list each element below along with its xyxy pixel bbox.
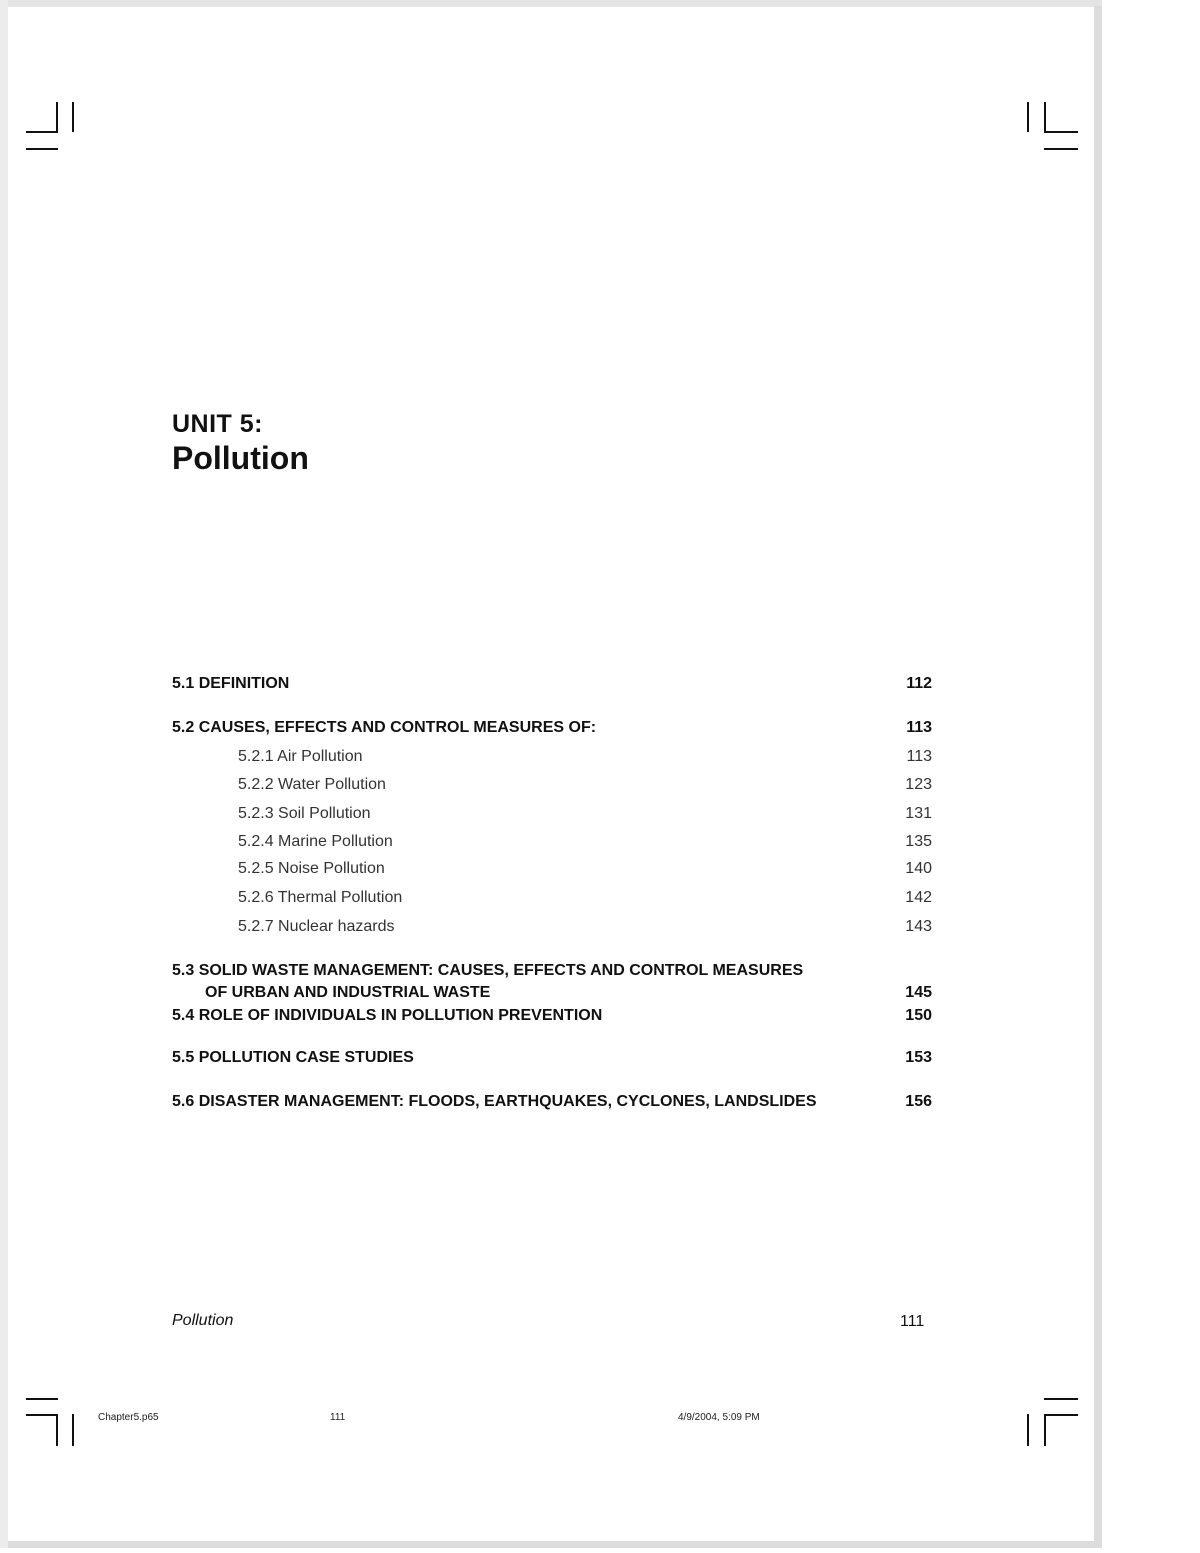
- toc-entry-5-2-3[interactable]: [172, 802, 932, 826]
- toc-entry-page: 142: [905, 889, 932, 906]
- toc-entry-label: 5.2.6 Thermal Pollution: [238, 889, 403, 906]
- toc-entry-5-2-2[interactable]: [172, 773, 932, 797]
- toc-entry-page: 156: [905, 1093, 932, 1110]
- crop-mark-top-left-v: [56, 102, 58, 132]
- toc-entry-label: 5.2.4 Marine Pollution: [238, 833, 393, 850]
- toc-entry-5-2-6[interactable]: [172, 886, 932, 910]
- toc-entry-5-4[interactable]: [172, 1004, 932, 1028]
- toc-entry-page: 112: [906, 675, 932, 692]
- crop-mark-top-left-h2: [26, 148, 58, 150]
- crop-mark-top-right-h2: [1044, 148, 1078, 150]
- crop-mark-bottom-right-v2: [1044, 1414, 1046, 1446]
- toc-entry-5-1[interactable]: [172, 672, 932, 696]
- toc-entry-label: 5.2.2 Water Pollution: [238, 776, 386, 793]
- page-shadow-right: [1094, 6, 1102, 1546]
- toc-entry-label: 5.2 CAUSES, EFFECTS AND CONTROL MEASURES OF:: [172, 719, 597, 736]
- toc-entry-5-3[interactable]: [172, 959, 932, 1005]
- crop-mark-bottom-left-v2: [72, 1414, 74, 1446]
- crop-mark-top-left-v2: [72, 102, 74, 132]
- toc-entry-label: 5.3 SOLID WASTE MANAGEMENT: CAUSES, EFFECTS AND CONTROL MEASURES: [172, 962, 804, 979]
- toc-entry-page: 113: [906, 748, 932, 765]
- unit-title: Pollution: [172, 440, 309, 476]
- toc-entry-label-continued: OF URBAN AND INDUSTRIAL WASTE: [205, 984, 491, 1001]
- crop-mark-top-right-v: [1027, 102, 1029, 132]
- page-shadow-bottom: [8, 1540, 1102, 1548]
- crop-mark-bottom-right-v: [1027, 1414, 1029, 1446]
- running-footer-title: Pollution: [172, 1312, 234, 1329]
- page-number: 111: [900, 1313, 925, 1330]
- slug-page-number: 111: [330, 1412, 346, 1423]
- toc-entry-5-2[interactable]: [172, 716, 932, 740]
- toc-entry-label: 5.6 DISASTER MANAGEMENT: FLOODS, EARTHQUAKES, CYCLONES, LANDSLIDES: [172, 1093, 817, 1110]
- toc-entry-label: 5.2.3 Soil Pollution: [238, 805, 371, 822]
- toc-entry-page: 150: [905, 1007, 932, 1024]
- toc-entry-page: 131: [905, 805, 932, 822]
- toc-entry-5-5[interactable]: [172, 1046, 932, 1070]
- crop-mark-bottom-left-h2: [26, 1414, 58, 1416]
- toc-entry-label: 5.4 ROLE OF INDIVIDUALS IN POLLUTION PREVENTION: [172, 1007, 603, 1024]
- unit-label: UNIT 5:: [172, 410, 263, 438]
- toc-entry-label: 5.2.1 Air Pollution: [238, 748, 363, 765]
- viewer-background-left: [0, 0, 8, 1548]
- table-of-contents: [172, 672, 932, 1110]
- toc-entry-5-2-5[interactable]: [172, 857, 932, 881]
- toc-entry-page: 135: [905, 833, 932, 850]
- slug-file-name: Chapter5.p65: [98, 1412, 159, 1423]
- crop-mark-bottom-left-h: [26, 1398, 58, 1400]
- toc-entry-label: 5.5 POLLUTION CASE STUDIES: [172, 1049, 414, 1066]
- toc-entry-page: 123: [905, 776, 932, 793]
- slug-timestamp: 4/9/2004, 5:09 PM: [678, 1412, 760, 1423]
- crop-mark-bottom-right-h2: [1044, 1414, 1078, 1416]
- toc-entry-label: 5.1 DEFINITION: [172, 675, 290, 692]
- toc-entry-page: 140: [905, 860, 932, 877]
- crop-mark-top-left-h: [26, 131, 58, 133]
- toc-entry-5-2-4[interactable]: [172, 830, 932, 854]
- toc-entry-page: 143: [905, 918, 932, 935]
- toc-entry-5-2-1[interactable]: [172, 745, 932, 769]
- crop-mark-top-right-h: [1044, 131, 1078, 133]
- toc-entry-page: 153: [905, 1049, 932, 1066]
- toc-entry-5-6[interactable]: [172, 1090, 932, 1114]
- toc-entry-label: 5.2.5 Noise Pollution: [238, 860, 385, 877]
- crop-mark-top-right-v2: [1044, 102, 1046, 132]
- toc-entry-5-2-7[interactable]: [172, 915, 932, 939]
- crop-mark-bottom-right-h: [1044, 1398, 1078, 1400]
- toc-entry-page: 113: [906, 719, 932, 736]
- toc-entry-page: 145: [905, 984, 932, 1001]
- toc-entry-label: 5.2.7 Nuclear hazards: [238, 918, 395, 935]
- crop-mark-bottom-left-v: [56, 1414, 58, 1446]
